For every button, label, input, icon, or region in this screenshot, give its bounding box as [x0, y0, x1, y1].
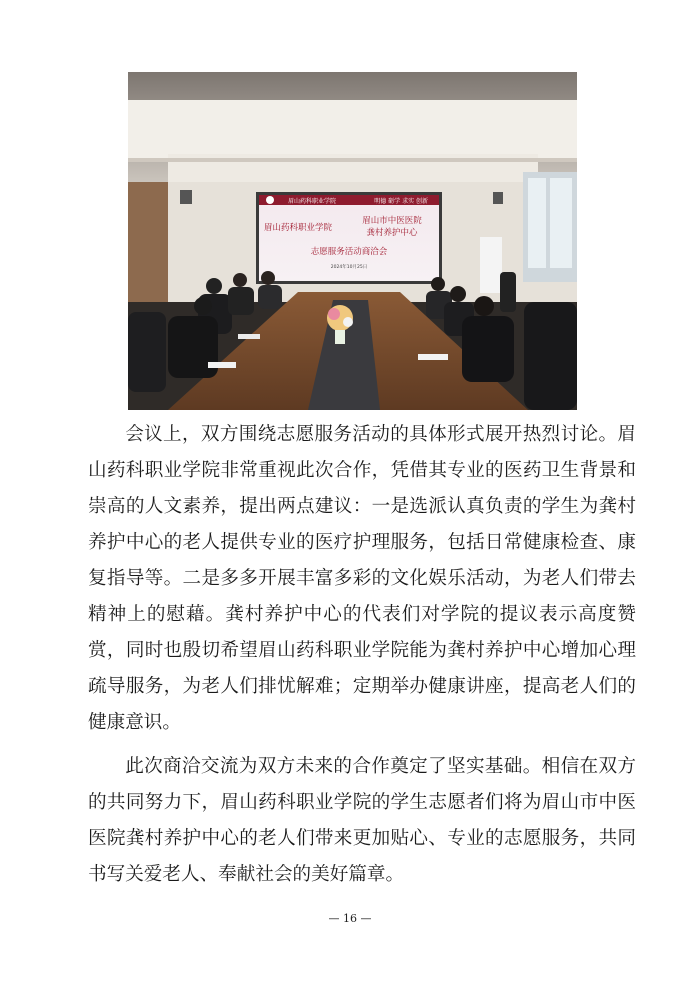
paragraph-2: [88, 749, 636, 893]
screen-right-line2: 龚村养护中心: [366, 228, 418, 238]
slogan: 明德 砺学 求实 创新: [374, 198, 428, 205]
page-number: — 16 —: [328, 912, 372, 925]
paragraph-1: [88, 417, 636, 741]
paragraph-2-text: 此次商洽交流为双方未来的合作奠定了坚实基础。相信在双方的共同努力下，眉山药科职业学院的学生志愿者们将为眉山市中医医院龚村养护中心的老人们带来更加贴心、专业的志愿服务，共同书写关爱老人、奉献社会的美好篇章。: [88, 756, 636, 885]
college-logo-text: 眉山药科职业学院: [288, 198, 337, 205]
screen-date: 2024年10月25日: [330, 265, 368, 270]
meeting-photo: [128, 72, 577, 410]
paragraph-1-text: 会议上，双方围绕志愿服务活动的具体形式展开热烈讨论。眉山药科职业学院非常重视此次合作，凭借其专业的医药卫生背景和崇高的人文素养，提出两点建议：一是选派认真负责的学生为龚村养护中心的老人提供专业的医疗护理服务，包括日常健康检查、康复指导等。二是多多开展丰富多彩的文化娱乐活动，为老人们带去精神上的慰藉。龚村养护中心的代表们对学院的提议表示高度赞赏，同时也殷切希望眉山药科职业学院能为龚村养护中心增加心理疏导服务，为老人们排忧解难；定期举办健康讲座，提高老人们的健康意识。: [88, 424, 636, 733]
screen-title: 志愿服务活动商洽会: [310, 247, 388, 257]
screen-left-name: 眉山药科职业学院: [263, 223, 333, 233]
screen-right-line1: 眉山市中医医院: [362, 216, 422, 226]
